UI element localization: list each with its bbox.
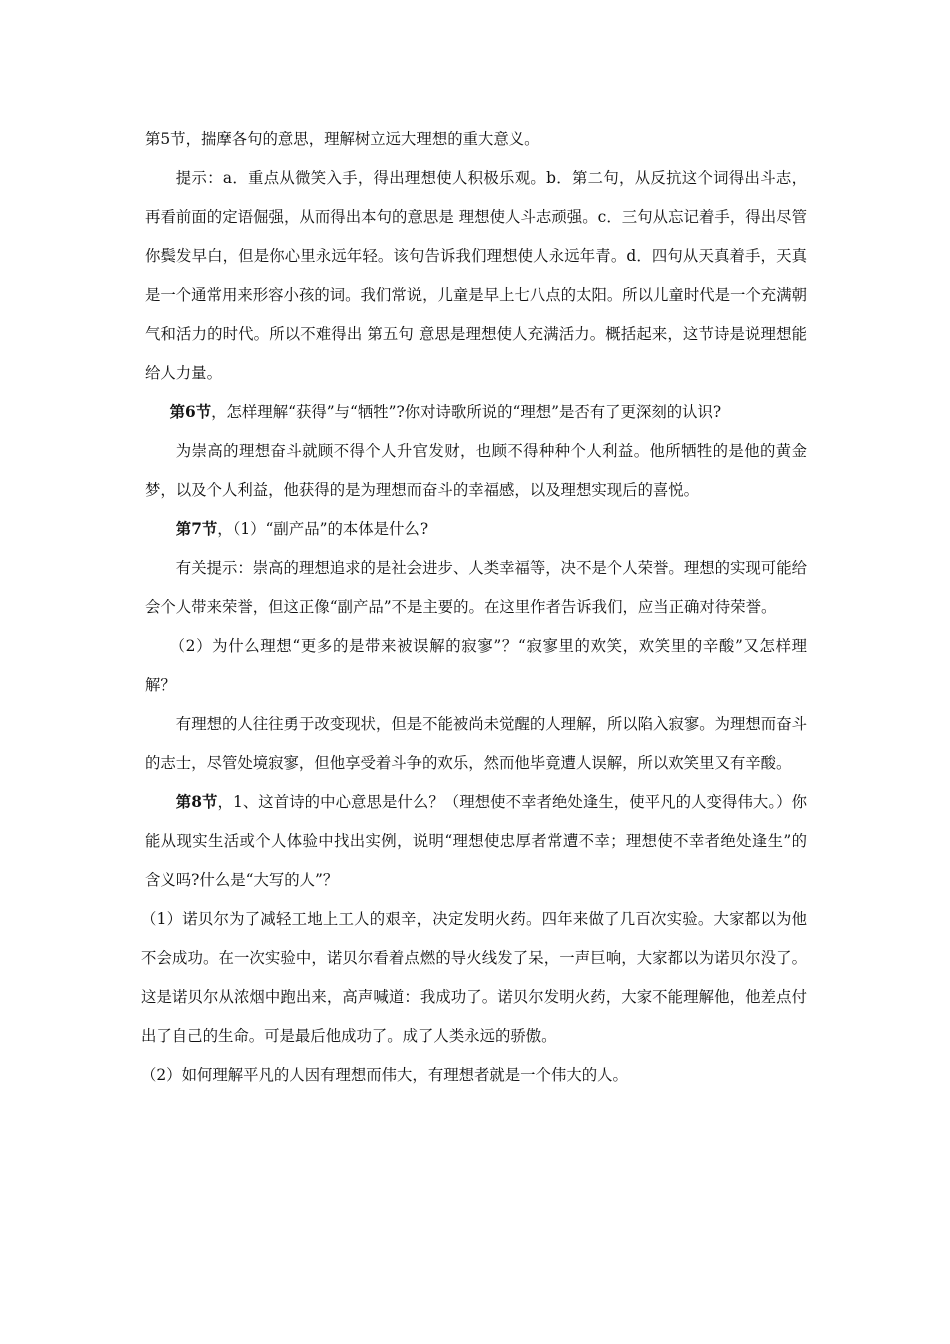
paragraph-section7-question2: （2）为什么理想“更多的是带来被误解的寂寥”？“寂寥里的欢笑，欢笑里的辛酸”又怎样理解？ [145,637,807,694]
section6-heading: 第6节 [169,403,212,421]
paragraph-section7-question [145,510,807,549]
section7-question-text: ，（1）“副产品”的本体是什么? [217,520,429,538]
paragraph-section8-question [145,783,807,900]
paragraph-section6-answer: 为崇高的理想奋斗就顾不得个人升官发财，也顾不得种种个人利益。他所牺牲的是他的黄金梦，以及个人利益，他获得的是为理想而奋斗的幸福感，以及理想实现后的喜悦。 [145,442,807,499]
paragraph-section7-answer2: 有理想的人往往勇于改变现状，但是不能被尚未觉醒的人理解，所以陷入寂寥。为理想而奋斗的志士，尽管处境寂寥，但他享受着斗争的欢乐，然而他毕竟遭人误解，所以欢笑里又有辛酸。 [145,715,807,772]
section6-question-text: ，怎样理解“获得”与“牺牲”?你对诗歌所说的“理想”是否有了更深刻的认识? [211,403,722,421]
section8-heading: 第8节 [175,793,218,811]
section7-heading: 第7节 [175,520,218,538]
paragraph-nobel-example: （1）诺贝尔为了减轻工地上工人的艰辛，决定发明火药。四年来做了几百次实验。大家都以为他不会成功。在一次实验中，诺贝尔看着点燃的导火线发了呆，一声巨响，大家都以为诺贝尔没了。这是诺贝尔从浓烟中跑出来，高声喊道：我成功了。诺贝尔发明火药，大家不能理解他，他差点付出了自己的生命。可是最后他成功了。成了人类永远的骄傲。 [141,910,807,1045]
paragraph-section7-hint: 有关提示：崇高的理想追求的是社会进步、人类幸福等，决不是个人荣誉。理想的实现可能给会个人带来荣誉，但这正像“副产品”不是主要的。在这里作者告诉我们，应当正确对待荣誉。 [145,559,807,616]
paragraph-hint-section5: 提示：a．重点从微笑入手，得出理想使人积极乐观。b．第二句，从反抗这个词得出斗志，再看前面的定语倔强，从而得出本句的意思是 理想使人斗志顽强。c．三句从忘记着手，得出尽管你鬓发早白，但是你心里永远年轻。该句告诉我们理想使人永远年青。d．四句从天真着手，天真是一个通常用来形容小孩的词。我们常说，儿童是早上七八点的太阳。所以儿童时代是一个充满朝气和活力的时代。所以不难得出 第五句 意思是理想使人充满活力。概括起来，这节诗是说理想能给人力量。 [145,169,807,382]
paragraph-section5: 第5节，揣摩各句的意思，理解树立远大理想的重大意义。 [145,130,540,148]
section8-question-text: ，1、这首诗的中心意思是什么？（理想使不幸者绝处逢生，使平凡的人变得伟大。）你能从现实生活或个人体验中找出实例，说明“理想使忠厚者常遭不幸；理想使不幸者绝处逢生”的含义吗?什么是“大写的人”？ [145,793,807,889]
paragraph-question2: （2）如何理解平凡的人因有理想而伟大，有理想者就是一个伟大的人。 [141,1066,628,1084]
document-page [141,120,807,1095]
paragraph-section6-question [145,393,807,432]
